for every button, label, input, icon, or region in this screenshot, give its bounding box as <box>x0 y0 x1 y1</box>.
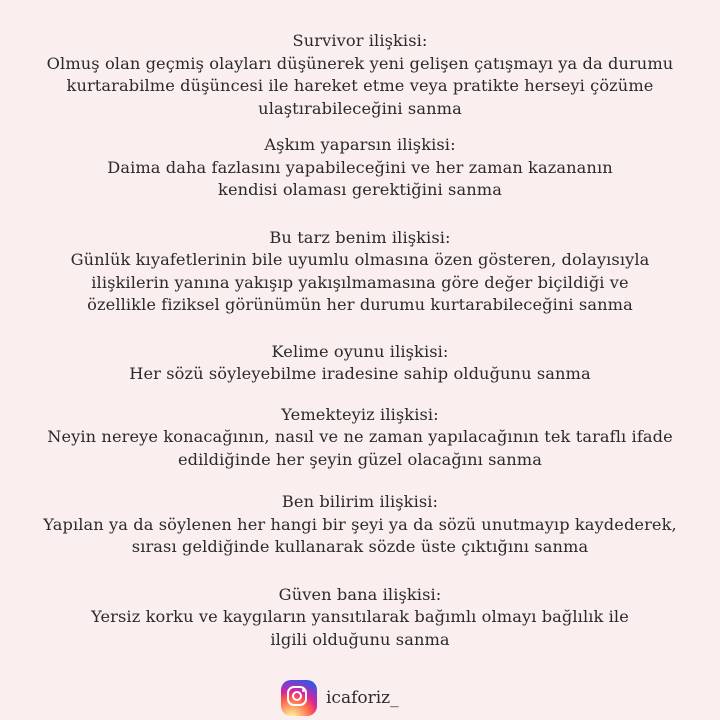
instagram-handle[interactable] <box>281 678 399 718</box>
section-text-line: Daima daha fazlasını yapabileceğini ve her zaman kazananın <box>107 157 613 177</box>
section-text-line: özellikle fiziksel görünümün her durumu kurtarabileceğini sanma <box>87 295 633 314</box>
section-askim-yaparsin <box>0 134 720 202</box>
section-title: Aşkım yaparsın ilişkisi: <box>264 135 456 154</box>
section-guven-bana <box>0 584 720 652</box>
section-ben-bilirim <box>0 491 720 559</box>
section-title: Ben bilirim ilişkisi: <box>281 492 439 511</box>
instagram-icon[interactable] <box>281 680 317 716</box>
section-yemekteyiz <box>0 404 720 472</box>
section-survivor <box>0 30 720 120</box>
section-text-line: sırası geldiğinde kullanarak sözde üste çıktığını sanma <box>131 537 589 556</box>
section-bu-tarz-benim <box>0 227 720 317</box>
section-title: Güven bana ilişkisi: <box>278 584 442 604</box>
section-text-line: Neyin nereye konacağının, nasıl ve ne zaman yapılacağının tek taraflı ifade <box>47 427 673 446</box>
instagram-username[interactable]: icaforiz_ <box>326 688 399 708</box>
section-text-line: kurtarabilme düşüncesi ile hareket etme veya pratikte herseyi çözüme <box>66 76 654 95</box>
section-text-line: Yapılan ya da söylenen her hangi bir şeyi ya da sözü unutmayıp kaydederek, <box>43 514 677 534</box>
post-content <box>0 2 720 651</box>
section-text-line: ilişkilerin yanına yakışıp yakışılmamasına göre değer biçildiği ve <box>91 272 629 292</box>
section-title: Survivor ilişkisi: <box>292 31 428 50</box>
section-text-line: Yersiz korku ve kaygıların yansıtılarak bağımlı olmayı bağlılık ile <box>91 607 629 626</box>
section-text-line: Olmuş olan geçmiş olayları düşünerek yeni gelişen çatışmayı ya da durumu <box>46 53 674 73</box>
section-kelime-oyunu <box>0 341 720 386</box>
section-title: Bu tarz benim ilişkisi: <box>269 227 451 247</box>
section-text-line: Her sözü söyleyebilme iradesine sahip olduğunu sanma <box>129 364 591 383</box>
section-text-line: kendisi olaması gerektiğini sanma <box>218 180 502 199</box>
section-text-line: edildiğinde her şeyin güzel olacağını sanma <box>177 449 543 469</box>
section-title: Yemekteyiz ilişkisi: <box>281 404 439 424</box>
section-text-line: ilgili olduğunu sanma <box>270 629 450 649</box>
section-text-line: Günlük kıyafetlerinin bile uyumlu olmasına özen gösteren, dolayısıyla <box>70 250 650 269</box>
section-text-line: ulaştırabileceğini sanma <box>258 98 462 118</box>
section-title: Kelime oyunu ilişkisi: <box>271 341 449 361</box>
